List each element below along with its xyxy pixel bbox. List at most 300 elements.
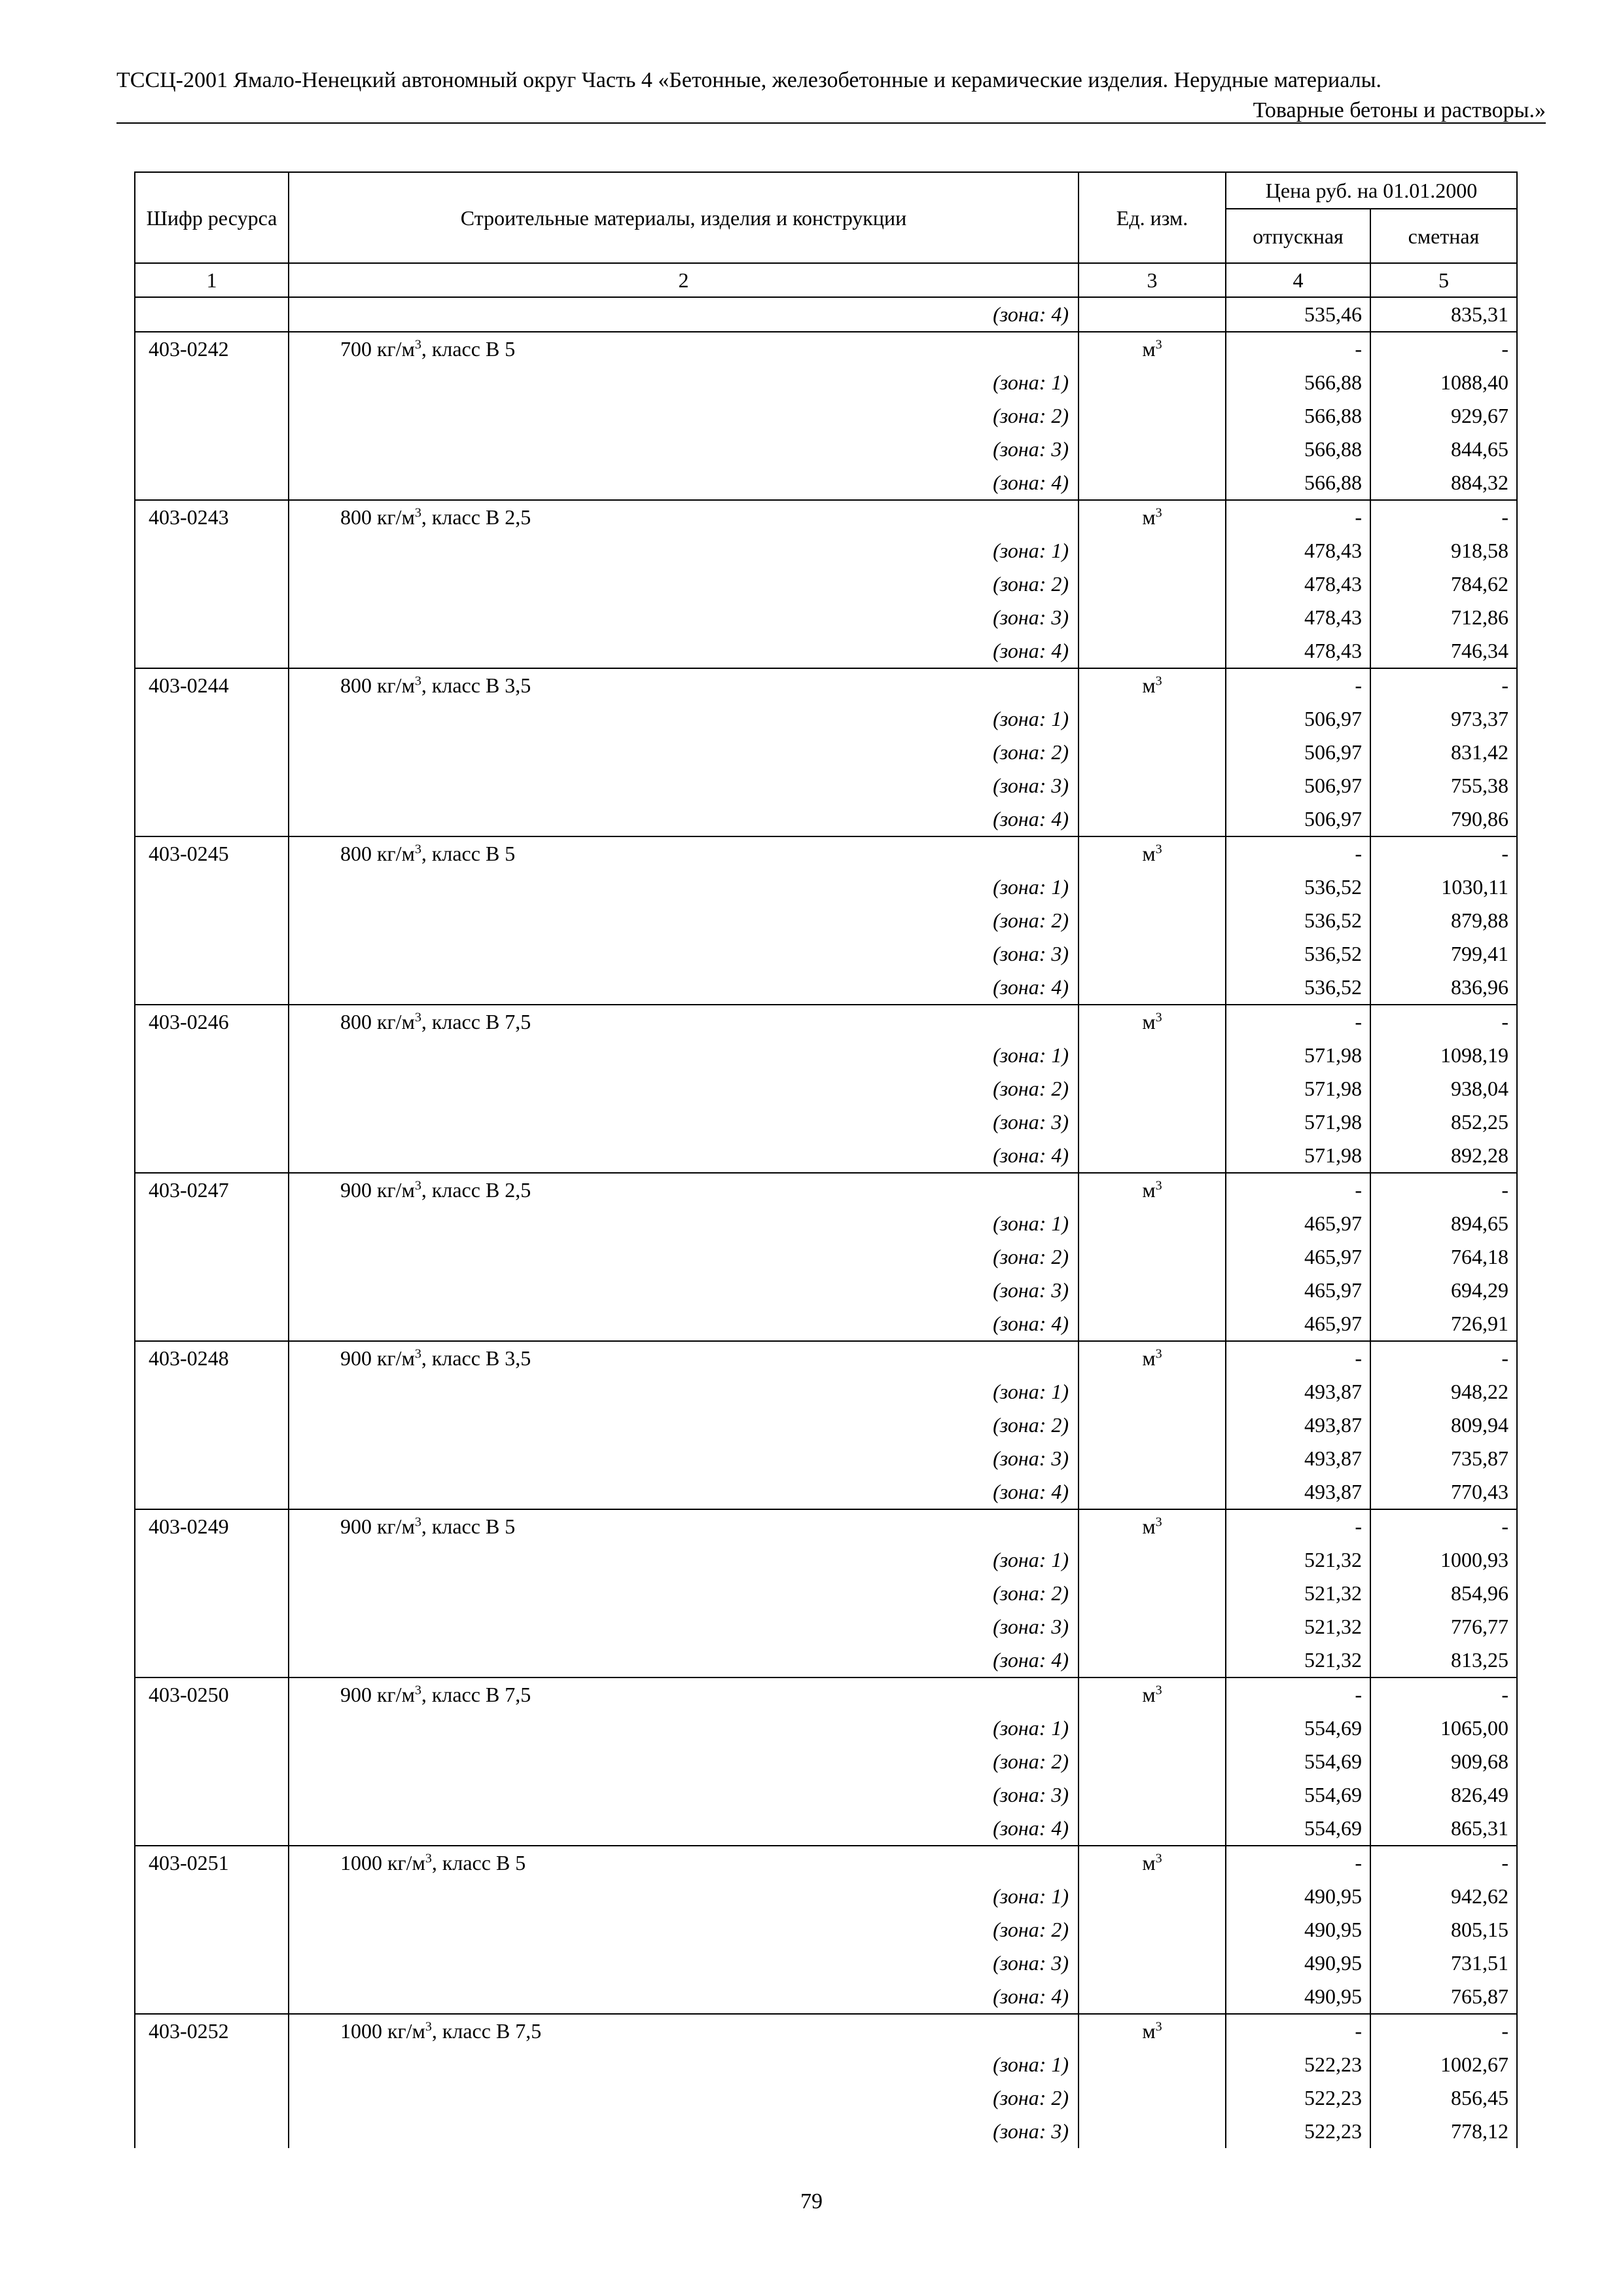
unit-cell xyxy=(1079,634,1226,668)
table-row xyxy=(135,1240,1517,1274)
release-price: 490,95 xyxy=(1226,1913,1370,1946)
table-row xyxy=(135,634,1517,668)
superscript: 3 xyxy=(1155,1178,1162,1193)
estimate-price: 844,65 xyxy=(1370,433,1517,466)
release-price: 493,87 xyxy=(1226,1408,1370,1442)
estimate-price: 973,37 xyxy=(1370,702,1517,736)
table-row xyxy=(135,1946,1517,1980)
release-price: 465,97 xyxy=(1226,1274,1370,1307)
code-cell xyxy=(135,534,289,567)
release-price: - xyxy=(1226,1846,1370,1880)
unit-cell xyxy=(1079,736,1226,769)
resource-code: 403-0242 xyxy=(135,332,289,366)
estimate-price: 805,15 xyxy=(1370,1913,1517,1946)
unit-cell xyxy=(1079,297,1226,332)
zone-label: (зона: 3) xyxy=(289,937,1079,971)
release-price: - xyxy=(1226,1173,1370,1207)
estimate-price: 856,45 xyxy=(1370,2081,1517,2115)
table-row xyxy=(135,1712,1517,1745)
unit-cell xyxy=(1079,1375,1226,1408)
estimate-price: 799,41 xyxy=(1370,937,1517,971)
estimate-price: 1098,19 xyxy=(1370,1039,1517,1072)
release-price: 571,98 xyxy=(1226,1139,1370,1173)
resource-group xyxy=(135,500,1517,668)
unit-cell xyxy=(1079,668,1226,702)
estimate-price: - xyxy=(1370,332,1517,366)
estimate-price: 809,94 xyxy=(1370,1408,1517,1442)
superscript: 3 xyxy=(1155,1346,1162,1361)
unit-cell xyxy=(1079,1072,1226,1105)
page-header xyxy=(116,65,1546,126)
material-name xyxy=(289,836,1079,870)
release-price: 478,43 xyxy=(1226,634,1370,668)
release-price: 478,43 xyxy=(1226,534,1370,567)
release-price: 554,69 xyxy=(1226,1745,1370,1778)
resource-group xyxy=(135,668,1517,836)
unit-main: м xyxy=(1142,842,1156,865)
estimate-price: 854,96 xyxy=(1370,1577,1517,1610)
zone-label: (зона: 1) xyxy=(289,1880,1079,1913)
table-row xyxy=(135,1274,1517,1307)
resource-code: 403-0245 xyxy=(135,836,289,870)
price-table xyxy=(134,171,1518,2148)
code-cell xyxy=(135,1812,289,1846)
superscript: 3 xyxy=(414,842,421,857)
table-row xyxy=(135,1173,1517,1207)
table-row xyxy=(135,433,1517,466)
material-name-main: 900 кг/м xyxy=(340,1515,415,1538)
unit-cell xyxy=(1079,1778,1226,1812)
zone-label: (зона: 1) xyxy=(289,366,1079,399)
release-price: 493,87 xyxy=(1226,1475,1370,1509)
unit-cell xyxy=(1079,2048,1226,2081)
superscript: 3 xyxy=(1155,505,1162,520)
release-price: 521,32 xyxy=(1226,1610,1370,1643)
table-row xyxy=(135,836,1517,870)
code-cell xyxy=(135,1475,289,1509)
code-cell xyxy=(135,1072,289,1105)
unit-cell xyxy=(1079,870,1226,904)
unit-cell xyxy=(1079,1039,1226,1072)
unit-cell xyxy=(1079,1274,1226,1307)
code-cell xyxy=(135,1442,289,1475)
code-cell xyxy=(135,1913,289,1946)
release-price: 490,95 xyxy=(1226,1946,1370,1980)
zone-label: (зона: 1) xyxy=(289,702,1079,736)
estimate-price: 929,67 xyxy=(1370,399,1517,433)
material-name-rest: , класс В 7,5 xyxy=(431,2019,542,2043)
code-cell xyxy=(135,567,289,601)
code-cell xyxy=(135,1946,289,1980)
resource-code: 403-0247 xyxy=(135,1173,289,1207)
table-row xyxy=(135,1408,1517,1442)
release-price: 566,88 xyxy=(1226,366,1370,399)
page-number: 79 xyxy=(800,2189,823,2214)
release-price: 566,88 xyxy=(1226,466,1370,500)
unit-cell xyxy=(1079,1913,1226,1946)
zone-label: (зона: 1) xyxy=(289,534,1079,567)
code-cell xyxy=(135,870,289,904)
unit-cell xyxy=(1079,567,1226,601)
unit-cell xyxy=(1079,1207,1226,1240)
table-row xyxy=(135,1677,1517,1712)
material-name xyxy=(289,2014,1079,2048)
code-cell xyxy=(135,702,289,736)
release-price: 571,98 xyxy=(1226,1105,1370,1139)
table-row xyxy=(135,567,1517,601)
release-price: 554,69 xyxy=(1226,1812,1370,1846)
estimate-price: 778,12 xyxy=(1370,2115,1517,2148)
code-cell xyxy=(135,1880,289,1913)
resource-code: 403-0252 xyxy=(135,2014,289,2048)
unit-cell xyxy=(1079,534,1226,567)
column-number: 5 xyxy=(1370,263,1517,297)
estimate-price: - xyxy=(1370,836,1517,870)
superscript: 3 xyxy=(414,1178,421,1193)
column-number: 2 xyxy=(289,263,1079,297)
unit-cell xyxy=(1079,1712,1226,1745)
unit-cell xyxy=(1079,466,1226,500)
table-row xyxy=(135,769,1517,802)
release-price: 536,52 xyxy=(1226,937,1370,971)
release-price: 554,69 xyxy=(1226,1712,1370,1745)
unit-cell xyxy=(1079,1846,1226,1880)
resource-group xyxy=(135,332,1517,500)
table-row xyxy=(135,601,1517,634)
estimate-price: 1000,93 xyxy=(1370,1543,1517,1577)
release-price: 566,88 xyxy=(1226,399,1370,433)
zone-label: (зона: 4) xyxy=(289,1812,1079,1846)
table-row xyxy=(135,1307,1517,1341)
resource-code: 403-0244 xyxy=(135,668,289,702)
resource-code: 403-0243 xyxy=(135,500,289,534)
release-price: 521,32 xyxy=(1226,1643,1370,1677)
table-row xyxy=(135,1812,1517,1846)
table-row xyxy=(135,2014,1517,2048)
estimate-price: - xyxy=(1370,500,1517,534)
unit-cell xyxy=(1079,1105,1226,1139)
release-price: 536,52 xyxy=(1226,971,1370,1005)
material-name xyxy=(289,1005,1079,1039)
estimate-price: 755,38 xyxy=(1370,769,1517,802)
code-cell xyxy=(135,1207,289,1240)
estimate-price: 770,43 xyxy=(1370,1475,1517,1509)
table-row xyxy=(135,1643,1517,1677)
table-row xyxy=(135,1375,1517,1408)
table-row xyxy=(135,332,1517,366)
release-price: 571,98 xyxy=(1226,1072,1370,1105)
estimate-price: 1065,00 xyxy=(1370,1712,1517,1745)
table-row xyxy=(135,1880,1517,1913)
release-price: 478,43 xyxy=(1226,567,1370,601)
release-price: 554,69 xyxy=(1226,1778,1370,1812)
table-row xyxy=(135,1207,1517,1240)
release-price: 478,43 xyxy=(1226,601,1370,634)
table-row xyxy=(135,870,1517,904)
table-row xyxy=(135,802,1517,836)
code-cell xyxy=(135,1240,289,1274)
unit-main: м xyxy=(1142,1010,1156,1033)
zone-label: (зона: 4) xyxy=(289,971,1079,1005)
material-name-rest: , класс В 7,5 xyxy=(421,1010,531,1033)
unit-main: м xyxy=(1142,1851,1156,1874)
resource-group xyxy=(135,1173,1517,1341)
superscript: 3 xyxy=(425,1851,432,1866)
unit-cell xyxy=(1079,702,1226,736)
unit-cell xyxy=(1079,836,1226,870)
material-name-main: 800 кг/м xyxy=(340,1010,415,1033)
material-name-main: 900 кг/м xyxy=(340,1346,415,1370)
release-price: 566,88 xyxy=(1226,433,1370,466)
table-row xyxy=(135,399,1517,433)
material-name-rest: , класс В 7,5 xyxy=(421,1683,531,1706)
table-row xyxy=(135,1139,1517,1173)
zone-label: (зона: 4) xyxy=(289,802,1079,836)
superscript: 3 xyxy=(414,1346,421,1361)
zone-label: (зона: 1) xyxy=(289,1207,1079,1240)
code-cell xyxy=(135,937,289,971)
zone-label: (зона: 3) xyxy=(289,769,1079,802)
zone-label: (зона: 3) xyxy=(289,433,1079,466)
code-cell xyxy=(135,1577,289,1610)
code-cell xyxy=(135,2081,289,2115)
unit-cell xyxy=(1079,971,1226,1005)
table-row xyxy=(135,1577,1517,1610)
unit-cell xyxy=(1079,1442,1226,1475)
zone-label: (зона: 4) xyxy=(289,634,1079,668)
resource-code: 403-0250 xyxy=(135,1677,289,1712)
code-cell xyxy=(135,1307,289,1341)
code-cell xyxy=(135,2048,289,2081)
table-row xyxy=(135,668,1517,702)
estimate-price: 852,25 xyxy=(1370,1105,1517,1139)
table-row xyxy=(135,1980,1517,2014)
material-name-rest: , класс В 5 xyxy=(421,1515,516,1538)
table-row xyxy=(135,1072,1517,1105)
unit-main: м xyxy=(1142,1346,1156,1370)
material-name-main: 800 кг/м xyxy=(340,842,415,865)
superscript: 3 xyxy=(414,1515,421,1530)
resource-group xyxy=(135,1005,1517,1173)
estimate-price: - xyxy=(1370,1341,1517,1375)
unit-cell xyxy=(1079,802,1226,836)
unit-cell xyxy=(1079,904,1226,937)
unit-cell xyxy=(1079,332,1226,366)
release-price: 493,87 xyxy=(1226,1375,1370,1408)
table-row xyxy=(135,1846,1517,1880)
material-name-rest: , класс В 3,5 xyxy=(421,673,531,697)
header-unit: Ед. изм. xyxy=(1079,172,1226,263)
material-name-rest: , класс В 5 xyxy=(421,842,516,865)
table-row xyxy=(135,904,1517,937)
zone-label: (зона: 2) xyxy=(289,1913,1079,1946)
release-price: - xyxy=(1226,1509,1370,1543)
estimate-price: 765,87 xyxy=(1370,1980,1517,2014)
zone-label: (зона: 2) xyxy=(289,904,1079,937)
estimate-price: 892,28 xyxy=(1370,1139,1517,1173)
estimate-price: 1002,67 xyxy=(1370,2048,1517,2081)
release-price: 522,23 xyxy=(1226,2115,1370,2148)
table-row xyxy=(135,937,1517,971)
estimate-price: 884,32 xyxy=(1370,466,1517,500)
code-cell xyxy=(135,769,289,802)
code-cell xyxy=(135,971,289,1005)
code-cell xyxy=(135,1745,289,1778)
zone-label: (зона: 3) xyxy=(289,1946,1079,1980)
estimate-price: 731,51 xyxy=(1370,1946,1517,1980)
table-row xyxy=(135,2115,1517,2148)
estimate-price: 938,04 xyxy=(1370,1072,1517,1105)
continuation-group xyxy=(135,297,1517,332)
unit-cell xyxy=(1079,433,1226,466)
release-price: 506,97 xyxy=(1226,736,1370,769)
table-row xyxy=(135,2048,1517,2081)
unit-main: м xyxy=(1142,1683,1156,1706)
code-cell xyxy=(135,1778,289,1812)
table-row xyxy=(135,534,1517,567)
resource-code: 403-0249 xyxy=(135,1509,289,1543)
estimate-price: 894,65 xyxy=(1370,1207,1517,1240)
column-number: 1 xyxy=(135,263,289,297)
code-cell xyxy=(135,297,289,332)
unit-cell xyxy=(1079,1408,1226,1442)
table-row xyxy=(135,1341,1517,1375)
code-cell xyxy=(135,399,289,433)
code-cell xyxy=(135,634,289,668)
estimate-price: 1088,40 xyxy=(1370,366,1517,399)
estimate-price: - xyxy=(1370,668,1517,702)
superscript: 3 xyxy=(1155,1515,1162,1530)
zone-label: (зона: 4) xyxy=(289,297,1079,332)
zone-label: (зона: 1) xyxy=(289,1039,1079,1072)
table-row xyxy=(135,1543,1517,1577)
release-price: 465,97 xyxy=(1226,1207,1370,1240)
zone-label: (зона: 4) xyxy=(289,466,1079,500)
release-price: 571,98 xyxy=(1226,1039,1370,1072)
unit-cell xyxy=(1079,1980,1226,2014)
release-price: - xyxy=(1226,1005,1370,1039)
release-price: 493,87 xyxy=(1226,1442,1370,1475)
superscript: 3 xyxy=(1155,842,1162,857)
code-cell xyxy=(135,466,289,500)
release-price: 536,52 xyxy=(1226,904,1370,937)
code-cell xyxy=(135,1610,289,1643)
table-row xyxy=(135,702,1517,736)
code-cell xyxy=(135,433,289,466)
release-price: 521,32 xyxy=(1226,1543,1370,1577)
unit-main: м xyxy=(1142,337,1156,361)
table-row xyxy=(135,1778,1517,1812)
resource-group xyxy=(135,1846,1517,2014)
unit-cell xyxy=(1079,500,1226,534)
unit-cell xyxy=(1079,1509,1226,1543)
zone-label: (зона: 3) xyxy=(289,601,1079,634)
release-price: 521,32 xyxy=(1226,1577,1370,1610)
unit-cell xyxy=(1079,1677,1226,1712)
estimate-price: 918,58 xyxy=(1370,534,1517,567)
table-row xyxy=(135,1039,1517,1072)
zone-label: (зона: 1) xyxy=(289,870,1079,904)
material-name-main: 800 кг/м xyxy=(340,673,415,697)
unit-cell xyxy=(1079,937,1226,971)
estimate-price: - xyxy=(1370,1677,1517,1712)
material-name xyxy=(289,1173,1079,1207)
table-row xyxy=(135,1509,1517,1543)
superscript: 3 xyxy=(414,505,421,520)
table-row xyxy=(135,1475,1517,1509)
table-row xyxy=(135,466,1517,500)
material-name-rest: , класс В 5 xyxy=(421,337,516,361)
table-row xyxy=(135,971,1517,1005)
code-cell xyxy=(135,1274,289,1307)
estimate-price: 790,86 xyxy=(1370,802,1517,836)
superscript: 3 xyxy=(1155,1851,1162,1866)
superscript: 3 xyxy=(1155,1683,1162,1698)
zone-label: (зона: 4) xyxy=(289,1307,1079,1341)
table-row xyxy=(135,500,1517,534)
column-number: 3 xyxy=(1079,263,1226,297)
zone-label: (зона: 2) xyxy=(289,1745,1079,1778)
unit-cell xyxy=(1079,399,1226,433)
table-row xyxy=(135,297,1517,332)
unit-cell xyxy=(1079,2081,1226,2115)
unit-cell xyxy=(1079,2014,1226,2048)
resource-group xyxy=(135,2014,1517,2148)
estimate-price: 948,22 xyxy=(1370,1375,1517,1408)
code-cell xyxy=(135,1105,289,1139)
unit-cell xyxy=(1079,1475,1226,1509)
table-row xyxy=(135,1745,1517,1778)
zone-label: (зона: 3) xyxy=(289,1105,1079,1139)
header-estimate-price: сметная xyxy=(1370,209,1517,263)
code-cell xyxy=(135,2115,289,2148)
superscript: 3 xyxy=(414,1010,421,1025)
material-name-rest: , класс В 2,5 xyxy=(421,1178,531,1202)
release-price: 490,95 xyxy=(1226,1880,1370,1913)
unit-cell xyxy=(1079,366,1226,399)
zone-label: (зона: 2) xyxy=(289,2081,1079,2115)
zone-label: (зона: 3) xyxy=(289,2115,1079,2148)
release-price: 506,97 xyxy=(1226,802,1370,836)
unit-main: м xyxy=(1142,1515,1156,1538)
material-name-main: 1000 кг/м xyxy=(340,2019,425,2043)
zone-label: (зона: 2) xyxy=(289,1072,1079,1105)
code-cell xyxy=(135,1543,289,1577)
unit-cell xyxy=(1079,769,1226,802)
table-row xyxy=(135,1005,1517,1039)
unit-cell xyxy=(1079,1880,1226,1913)
code-cell xyxy=(135,1408,289,1442)
estimate-price: 836,96 xyxy=(1370,971,1517,1005)
resource-code: 403-0246 xyxy=(135,1005,289,1039)
zone-label: (зона: 2) xyxy=(289,1577,1079,1610)
estimate-price: 831,42 xyxy=(1370,736,1517,769)
estimate-price: 694,29 xyxy=(1370,1274,1517,1307)
material-name-main: 700 кг/м xyxy=(340,337,415,361)
unit-cell xyxy=(1079,1577,1226,1610)
material-name-main: 900 кг/м xyxy=(340,1178,415,1202)
material-name xyxy=(289,1509,1079,1543)
release-price: 506,97 xyxy=(1226,702,1370,736)
unit-main: м xyxy=(1142,1178,1156,1202)
table-row xyxy=(135,1442,1517,1475)
unit-cell xyxy=(1079,1543,1226,1577)
code-cell xyxy=(135,1375,289,1408)
unit-cell xyxy=(1079,1643,1226,1677)
zone-label: (зона: 4) xyxy=(289,1139,1079,1173)
estimate-price: 879,88 xyxy=(1370,904,1517,937)
release-price: - xyxy=(1226,500,1370,534)
